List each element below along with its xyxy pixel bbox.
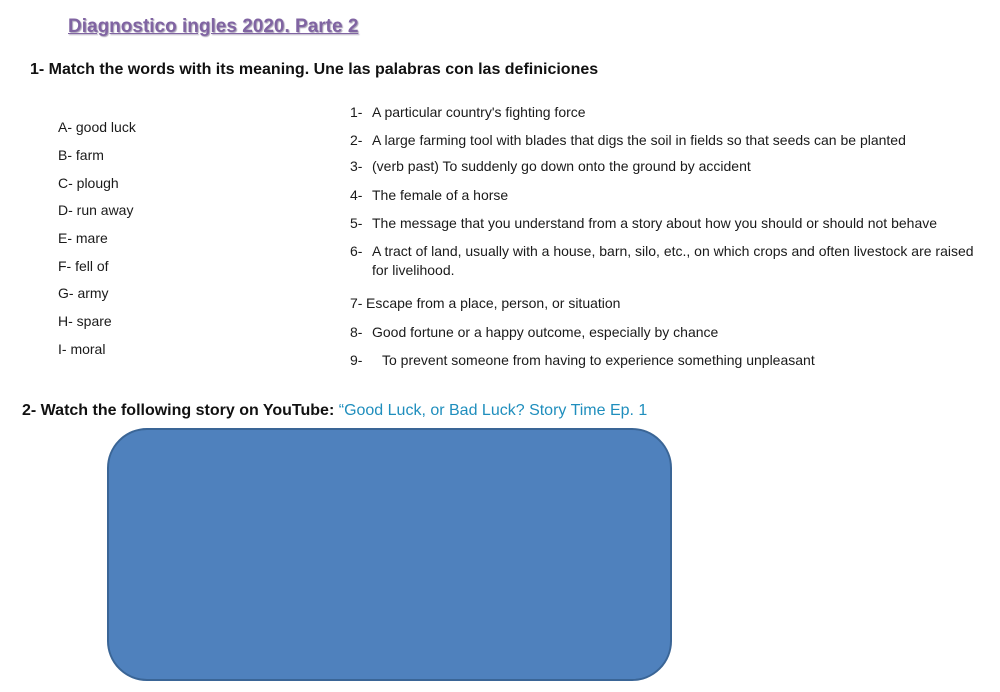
page-title: Diagnostico ingles 2020. Parte 2 [68,16,359,37]
definition-text: The message that you understand from a story about how you should or should not behave [372,215,938,231]
definition-number: 3- [350,158,363,174]
word-item-e[interactable]: E- mare [58,230,108,246]
definition-number: 5- [350,215,363,231]
question-1-heading: 1- Match the words with its meaning. Une las palabras con las definiciones [30,61,599,78]
word-item-c[interactable]: C- plough [58,175,119,191]
video-placeholder[interactable] [107,428,672,681]
word-item-h[interactable]: H- spare [58,313,112,329]
word-item-a[interactable]: A- good luck [58,119,136,135]
definition-item-9[interactable] [350,351,815,370]
definition-item-7[interactable] [350,294,620,313]
definition-number: 7- [350,295,363,311]
definition-item-2[interactable] [350,131,906,150]
word-item-b[interactable]: B- farm [58,147,104,163]
word-item-i[interactable]: I- moral [58,341,106,357]
word-item-g[interactable]: G- army [58,285,109,301]
definition-text: To prevent someone from having to experience something unpleasant [382,352,815,368]
definition-text: Good fortune or a happy outcome, especially by chance [372,324,719,340]
definition-text: A particular country's fighting force [372,104,586,120]
definition-item-1[interactable] [350,103,586,122]
youtube-story-link[interactable]: “Good Luck, or Bad Luck? Story Time Ep. 1 [338,402,648,419]
definition-number: 2- [350,132,363,148]
definition-item-5[interactable] [350,214,937,233]
definition-item-8[interactable] [350,323,718,342]
definition-item-3[interactable] [350,157,751,176]
definition-number: 4- [350,187,363,203]
definition-text: The female of a horse [372,187,509,203]
definition-text: Escape from a place, person, or situation [366,295,621,311]
question-2-lead: 2- Watch the following story on YouTube: [22,402,335,419]
definition-number: 8- [350,324,363,340]
definition-text: A large farming tool with blades that digs the soil in fields so that seeds can be planted [372,132,906,148]
word-item-d[interactable]: D- run away [58,202,134,218]
definition-number: 6- [350,243,363,259]
definition-text: (verb past) To suddenly go down onto the ground by accident [372,158,751,174]
definition-number: 9- [350,352,363,368]
question-2-heading [22,402,647,420]
definition-item-4[interactable] [350,186,508,205]
definition-item-6[interactable] [350,242,982,280]
word-item-f[interactable]: F- fell of [58,258,109,274]
definition-number: 1- [350,104,363,120]
definition-text: A tract of land, usually with a house, barn, silo, etc., on which crops and often livestock are raised for livelihood. [372,243,974,278]
